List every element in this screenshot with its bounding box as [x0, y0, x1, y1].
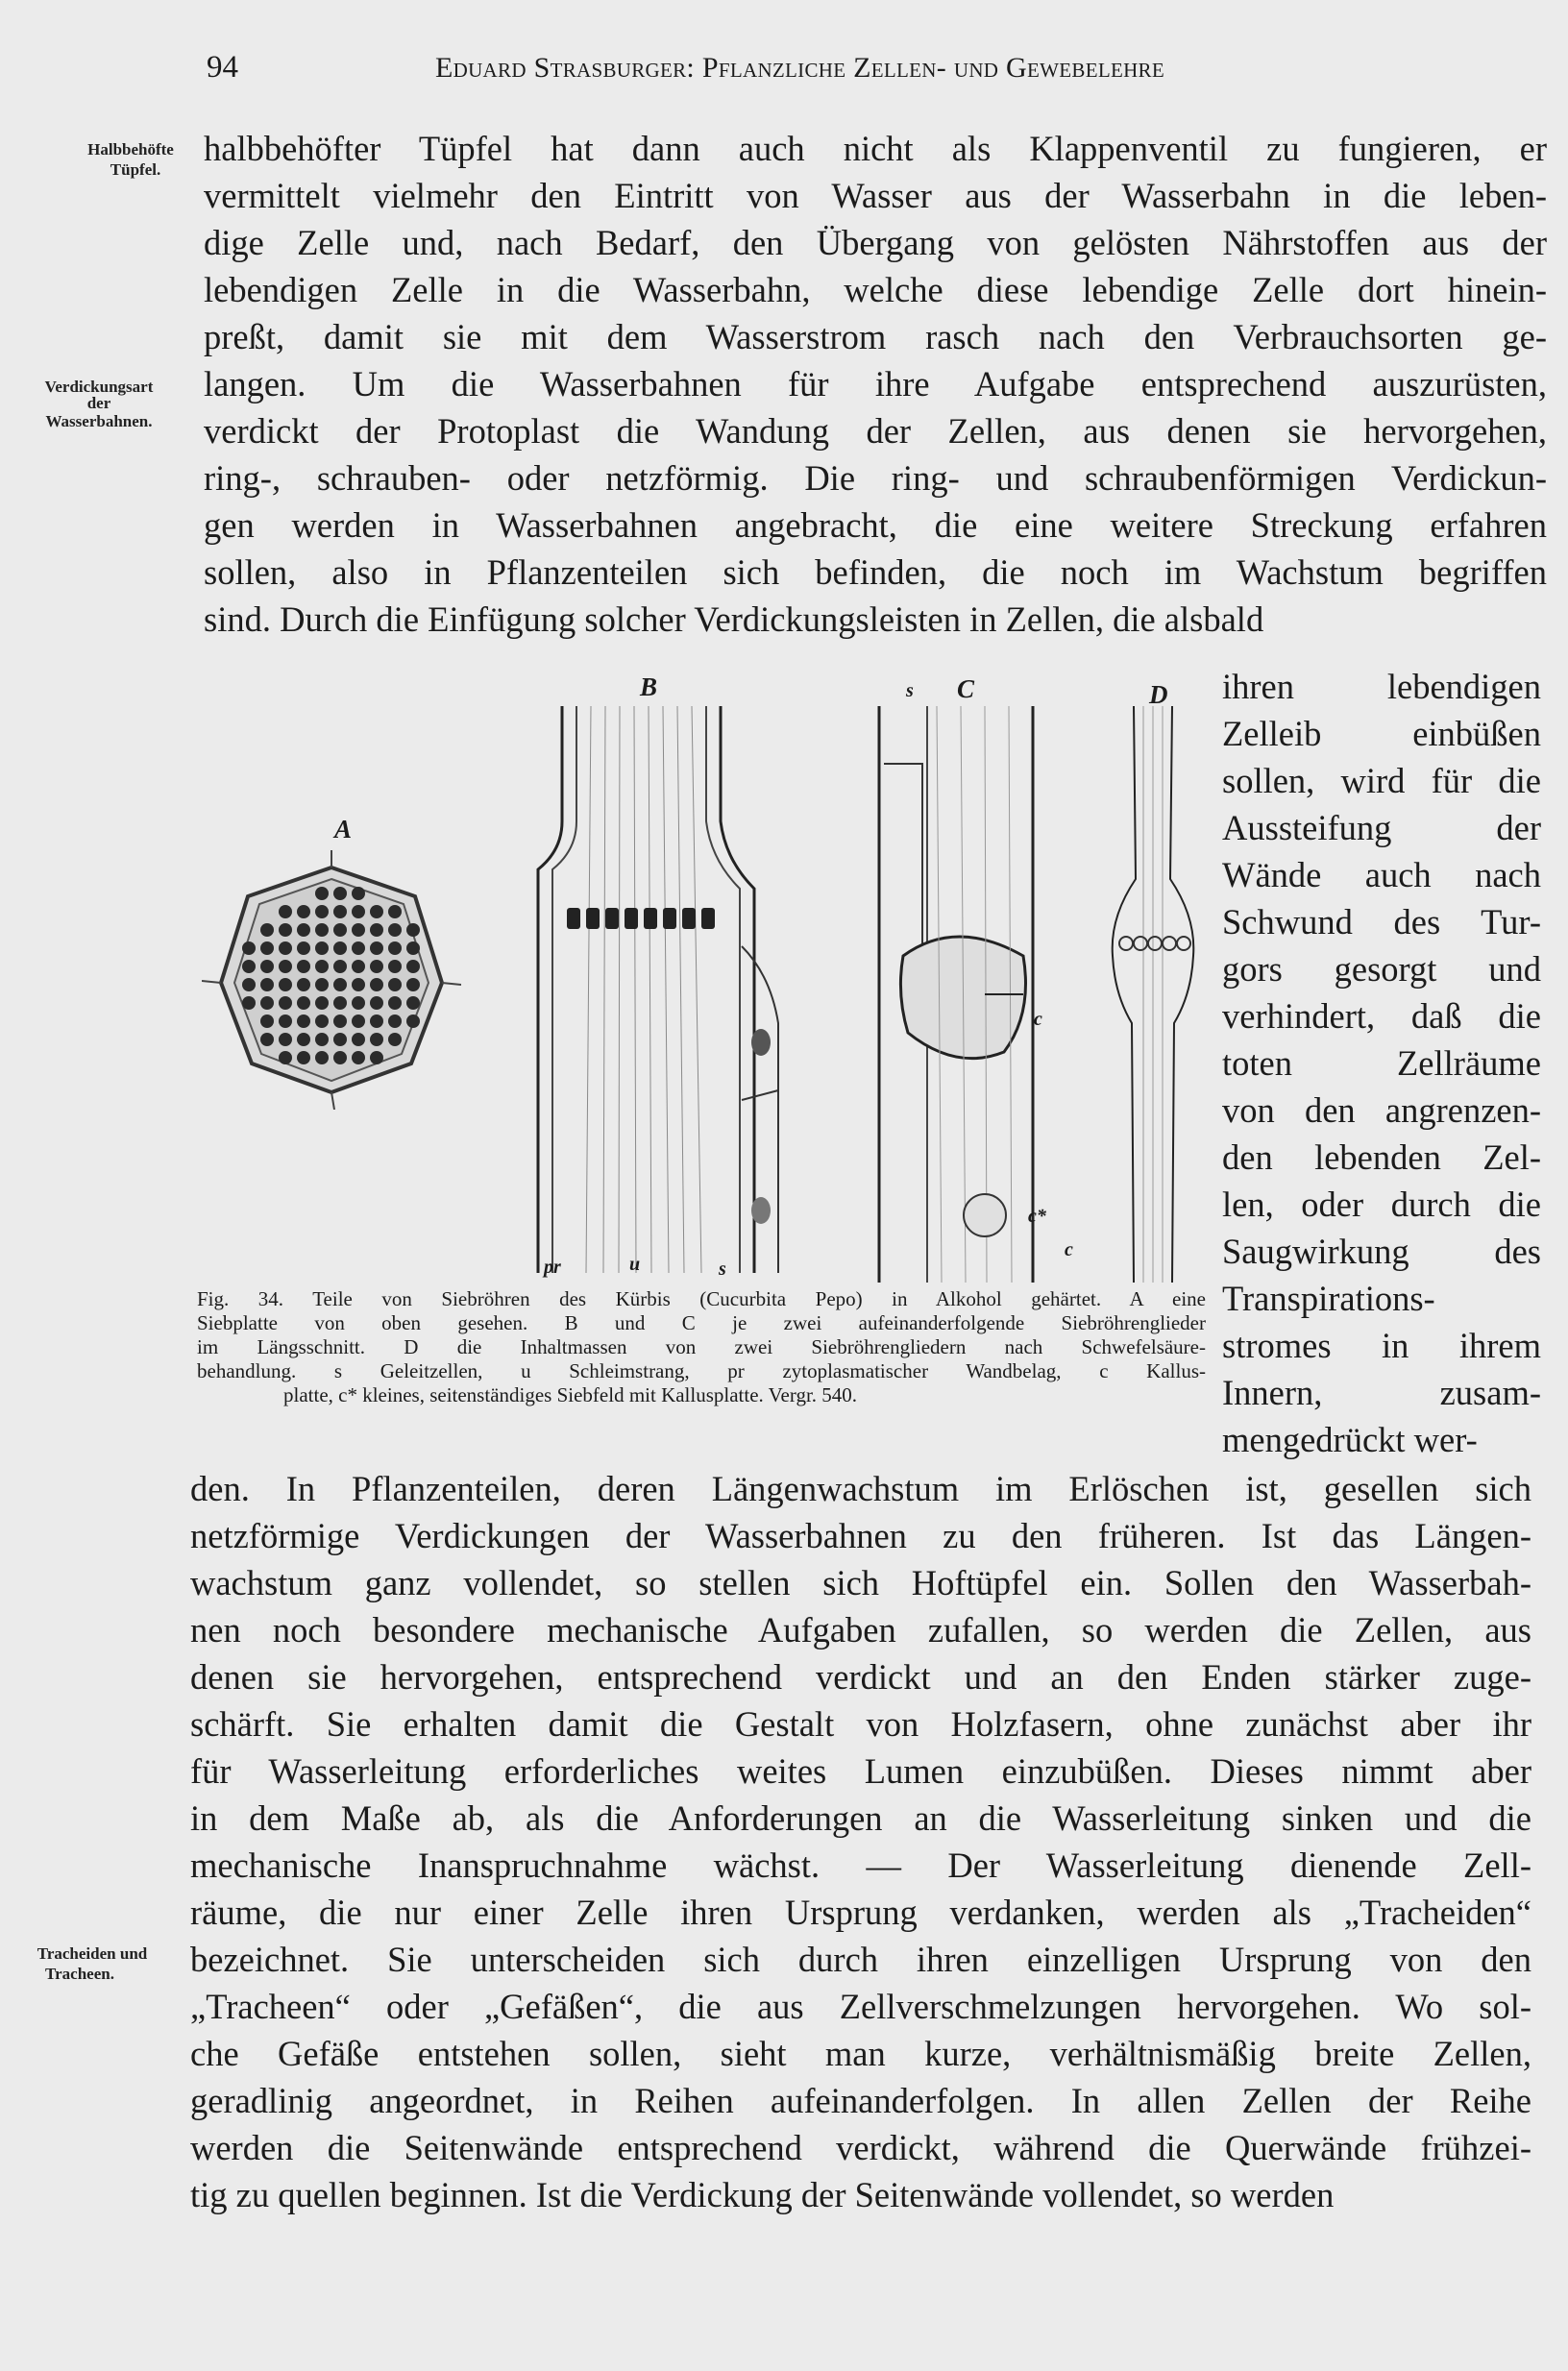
sieve-pore — [352, 1014, 365, 1028]
sieve-pore — [370, 923, 383, 937]
sieve-pore — [297, 1014, 310, 1028]
text-line: Transpirations- — [1222, 1279, 1435, 1318]
sieve-pore — [315, 923, 329, 937]
sieve-pore — [352, 1033, 365, 1046]
figure-panel-d — [1105, 706, 1201, 1283]
figure-label-u: u — [629, 1254, 641, 1275]
sieve-pore — [279, 1033, 292, 1046]
text-line: räume, die nur einer Zelle ihren Ursprung verdanken, werden als „Tracheiden“ — [190, 1893, 1531, 1932]
sieve-pore — [279, 905, 292, 918]
sieve-pore — [315, 941, 329, 955]
figure-panel-a — [202, 850, 461, 1110]
caption-line: Fig. 34. Teile von Siebröhren des Kürbis (Cucurbita Pepo) in Alkohol gehärtet. A eine — [197, 1287, 1206, 1310]
text-line: „Tracheen“ oder „Gefäßen“, die aus Zellverschmelzungen hervorgehen. Wo sol- — [190, 1987, 1531, 2026]
text-line: Innern, zusam- — [1222, 1373, 1541, 1412]
sieve-pore — [260, 1033, 274, 1046]
sieve-pore — [333, 923, 347, 937]
text-line: mechanische Inanspruchnahme wächst. — Der Wasserleitung dienende Zell- — [190, 1845, 1531, 1885]
sieve-pore — [370, 905, 383, 918]
margin-note-verdickungsart — [8, 377, 190, 431]
margin-note-tracheiden — [2, 1943, 183, 1984]
text-line: Saugwirkung des — [1222, 1232, 1541, 1271]
text-line: vermittelt vielmehr den Eintritt von Wasser aus der Wasserbahn in die leben- — [204, 176, 1547, 215]
text-line: schärft. Sie erhalten damit die Gestalt von Holzfasern, ohne zunächst aber ihr — [190, 1704, 1531, 1744]
sieve-pore — [315, 887, 329, 900]
sieve-pore — [388, 996, 402, 1010]
sieve-pore — [370, 978, 383, 991]
figure-label-c-star: c* — [1028, 1206, 1046, 1227]
sieve-pore — [242, 978, 256, 991]
text-line: sind. Durch die Einfügung solcher Verdickungsleisten in Zellen, die alsbald — [204, 599, 1264, 639]
sieve-pore — [297, 941, 310, 955]
figure-panel-b — [519, 706, 788, 1273]
sieve-pore — [242, 996, 256, 1010]
sieve-pore — [279, 996, 292, 1010]
sieve-pore — [370, 1051, 383, 1064]
text-line: Wände auch nach — [1222, 855, 1541, 894]
text-line: preßt, damit sie mit dem Wasserstrom rasch nach den Verbrauchsorten ge- — [204, 317, 1547, 356]
sieve-pore — [406, 1014, 420, 1028]
sieve-pore — [406, 960, 420, 973]
margin-note-line: Tracheiden und — [37, 1944, 148, 1963]
text-line: sollen, also in Pflanzenteilen sich befinden, die noch im Wachstum begriffen — [204, 552, 1547, 592]
sieve-pore — [297, 996, 310, 1010]
sieve-pore — [388, 960, 402, 973]
sieve-pore — [297, 1033, 310, 1046]
margin-note-line: Halbbehöfte — [87, 140, 174, 159]
sieve-pore — [352, 905, 365, 918]
sieve-pore — [242, 941, 256, 955]
running-title-author: Eduard Strasburger: — [435, 52, 696, 84]
running-title — [435, 52, 1164, 85]
sieve-pore — [333, 887, 347, 900]
text-line: len, oder durch die — [1222, 1185, 1541, 1224]
text-line: Zelleib einbüßen — [1222, 714, 1541, 753]
figure-label-c-small: c — [1065, 1239, 1073, 1260]
paragraph-bottom — [190, 1465, 1531, 2218]
text-line: wachstum ganz vollendet, so stellen sich Hoftüpfel ein. Sollen den Wasserbah- — [190, 1563, 1531, 1602]
text-line: für Wasserleitung erforderliches weites Lumen einzubüßen. Dieses nimmt aber — [190, 1751, 1531, 1791]
text-line: dige Zelle und, nach Bedarf, den Übergang von gelösten Nährstoffen aus der — [204, 223, 1547, 262]
sieve-pore — [406, 996, 420, 1010]
text-line: von den angrenzen- — [1222, 1090, 1541, 1130]
figure-label-a: A — [334, 815, 353, 843]
text-line: sollen, wird für die — [1222, 761, 1541, 800]
sieve-pore — [260, 960, 274, 973]
sieve-pore — [333, 1051, 347, 1064]
text-line: netzförmige Verdickungen der Wasserbahnen zu den früheren. Ist das Längen- — [190, 1516, 1531, 1555]
text-line: geradlinig angeordnet, in Reihen aufeinanderfolgen. In allen Zellen der Reihe — [190, 2081, 1531, 2120]
sieve-pore — [333, 1014, 347, 1028]
sieve-pore — [315, 1014, 329, 1028]
text-line: ihren lebendigen — [1222, 667, 1541, 706]
sieve-pore — [352, 960, 365, 973]
sieve-pore — [370, 941, 383, 955]
sieve-pore — [297, 923, 310, 937]
text-line: stromes in ihrem — [1222, 1326, 1541, 1365]
text-line: mengedrückt wer- — [1222, 1420, 1478, 1459]
sieve-pore — [315, 1033, 329, 1046]
sieve-pore — [406, 978, 420, 991]
sieve-pore — [315, 905, 329, 918]
caption-line: platte, c* kleines, seitenständiges Siebfeld mit Kallusplatte. Vergr. 540. — [283, 1383, 858, 1406]
sieve-pore — [352, 887, 365, 900]
figure-panel-c — [870, 706, 1042, 1283]
figure-label-pr: pr — [544, 1257, 561, 1278]
sieve-pore — [333, 978, 347, 991]
sieve-pore — [260, 941, 274, 955]
caption-line: Siebplatte von oben gesehen. B und C je zwei aufeinanderfolgende Siebröhrenglieder — [197, 1311, 1206, 1334]
sieve-pore — [370, 1014, 383, 1028]
text-line: denen sie hervorgehen, entsprechend verdickt und an den Enden stärker zuge- — [190, 1657, 1531, 1697]
sieve-pore — [279, 978, 292, 991]
sieve-pore — [388, 923, 402, 937]
sieve-pore — [297, 905, 310, 918]
figure-label-c-mark: c — [1034, 1009, 1042, 1030]
figure-label-b: B — [640, 672, 658, 701]
sieve-pore — [388, 941, 402, 955]
page-number: 94 — [207, 50, 238, 85]
figure-label-c: C — [957, 674, 975, 703]
paragraph-top — [204, 125, 1547, 643]
text-line: gors gesorgt und — [1222, 949, 1541, 989]
sieve-pore — [333, 996, 347, 1010]
figure-label-d: D — [1149, 680, 1168, 709]
margin-note-line: Wasserbahnen. — [45, 412, 153, 430]
sieve-pore — [315, 960, 329, 973]
running-title-rest: Pflanzliche Zellen- und Gewebelehre — [701, 52, 1164, 84]
sieve-pore — [260, 1014, 274, 1028]
sieve-pore — [260, 978, 274, 991]
sieve-pore — [388, 1014, 402, 1028]
margin-note-line: Tracheen. — [45, 1965, 114, 1983]
text-line: nen noch besondere mechanische Aufgaben zufallen, so werden die Zellen, aus — [190, 1610, 1531, 1650]
text-line: bezeichnet. Sie unterscheiden sich durch ihren einzelligen Ursprung von den — [190, 1940, 1531, 1979]
margin-note-line: der — [86, 394, 111, 412]
sieve-pore — [352, 1051, 365, 1064]
sieve-pore — [297, 960, 310, 973]
sieve-pore — [315, 978, 329, 991]
page-header — [207, 50, 1331, 92]
text-line: den. In Pflanzenteilen, deren Längenwachstum im Erlöschen ist, gesellen sich — [190, 1469, 1531, 1508]
text-line: verhindert, daß die — [1222, 996, 1541, 1036]
sieve-pore — [406, 941, 420, 955]
sieve-pore — [260, 923, 274, 937]
sieve-pore — [279, 960, 292, 973]
sieve-pore — [315, 996, 329, 1010]
text-line: Aussteifung der — [1222, 808, 1541, 847]
margin-note-halbbehoefte — [60, 139, 202, 180]
sieve-pore — [315, 1051, 329, 1064]
text-line: werden die Seitenwände entsprechend verdickt, während die Querwände frühzei- — [190, 2128, 1531, 2167]
figure-label-s-top: s — [906, 680, 914, 701]
sieve-pore — [297, 978, 310, 991]
sieve-pore — [297, 1051, 310, 1064]
text-line: den lebenden Zel- — [1222, 1137, 1541, 1177]
margin-note-line: Tüpfel. — [110, 160, 161, 179]
margin-note-line: Verdickungsart — [44, 378, 154, 396]
sieve-pore — [279, 923, 292, 937]
sieve-pore — [352, 923, 365, 937]
sieve-pore — [260, 996, 274, 1010]
sieve-pore — [406, 923, 420, 937]
sieve-pore — [352, 978, 365, 991]
sieve-pore — [279, 1014, 292, 1028]
sieve-pore — [352, 996, 365, 1010]
caption-line: im Längsschnitt. D die Inhaltmassen von zwei Siebröhrengliedern nach Schwefelsäure- — [197, 1335, 1206, 1358]
text-line: lebendigen Zelle in die Wasserbahn, welche diese lebendige Zelle dort hinein- — [204, 270, 1547, 309]
sieve-pore — [388, 978, 402, 991]
sieve-pore — [333, 960, 347, 973]
text-line: gen werden in Wasserbahnen angebracht, die eine weitere Streckung erfahren — [204, 505, 1547, 545]
text-line: che Gefäße entstehen sollen, sieht man kurze, verhältnismäßig breite Zellen, — [190, 2034, 1531, 2073]
sieve-pore — [388, 905, 402, 918]
text-line: langen. Um die Wasserbahnen für ihre Aufgabe entsprechend auszurüsten, — [204, 364, 1547, 403]
caption-line: behandlung. s Geleitzellen, u Schleimstrang, pr zytoplasmatischer Wandbelag, c Kallus- — [197, 1359, 1206, 1382]
sieve-pore — [388, 1033, 402, 1046]
text-line: verdickt der Protoplast die Wandung der Zellen, aus denen sie hervorgehen, — [204, 411, 1547, 451]
sieve-pore — [242, 960, 256, 973]
sieve-pore — [352, 941, 365, 955]
text-line: toten Zellräume — [1222, 1043, 1541, 1083]
sieve-pore — [370, 996, 383, 1010]
sieve-pore — [333, 941, 347, 955]
figure-label-s-bottom: s — [719, 1259, 726, 1280]
figure-caption — [197, 1287, 1206, 1407]
text-line: Schwund des Tur- — [1222, 902, 1541, 941]
paragraph-side — [1222, 663, 1541, 1463]
text-line: in dem Maße ab, als die Anforderungen an die Wasserleitung sinken und die — [190, 1798, 1531, 1838]
sieve-pore — [370, 960, 383, 973]
sieve-pore — [279, 1051, 292, 1064]
sieve-pore — [333, 905, 347, 918]
sieve-pore — [279, 941, 292, 955]
text-line: tig zu quellen beginnen. Ist die Verdickung der Seitenwände vollendet, so werden — [190, 2175, 1335, 2214]
text-line: ring-, schrauben- oder netzförmig. Die ring- und schraubenförmigen Verdickun- — [204, 458, 1547, 498]
text-line: halbbehöfter Tüpfel hat dann auch nicht als Klappenventil zu fungieren, er — [204, 129, 1547, 168]
sieve-pore — [333, 1033, 347, 1046]
sieve-pore — [370, 1033, 383, 1046]
